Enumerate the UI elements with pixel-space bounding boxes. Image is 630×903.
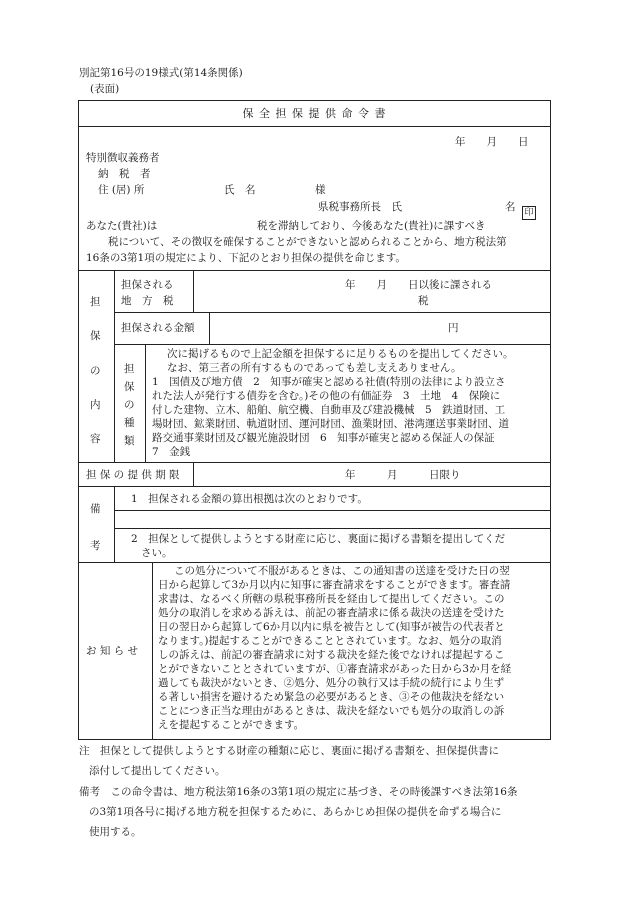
form-number: 別記第16号の19様式(第14条関係) — [79, 67, 243, 79]
notice-line-3: 求書は、なるべく所轄の県税事務所長を経由して提出してください。この — [158, 593, 505, 605]
tax-label-a: 担保される — [121, 279, 174, 291]
type-line-2: なお、第三者の所有するものであっても差し支えありません。 — [167, 362, 462, 374]
footnote-chu-b: 添付して提出してください。 — [89, 765, 226, 777]
row2-divider — [209, 312, 210, 344]
section-label-char-1: 担 — [90, 296, 101, 308]
footnote-biko-c: 使用する。 — [89, 826, 142, 838]
notice-line-6: なります。)提起することができることとされています。なお、処分の取消 — [158, 635, 502, 647]
recipient-honorific: 様 — [315, 184, 326, 196]
biko-inner-2 — [114, 528, 551, 529]
side-label: (表面) — [90, 83, 120, 95]
biko-label-a: 備 — [90, 503, 101, 515]
tax-value-a: 年 月 日以後に課される — [345, 279, 492, 291]
intro-line-1a: あなた(貴社)は — [86, 220, 158, 232]
biko-line-2b: さい。 — [141, 547, 173, 559]
section-label-divider — [114, 270, 115, 462]
type-label-char-5: 類 — [124, 435, 135, 447]
type-line-1: 次に掲げるもので上記金額を担保するに足りるものを提出してください。 — [167, 348, 514, 360]
row1-bottom — [114, 312, 551, 313]
recipient-name-label: 氏 名 — [224, 184, 256, 196]
recipient-address-label: 住 (居) 所 — [98, 184, 145, 196]
biko-bottom — [78, 562, 551, 563]
section-label-char-5: 容 — [90, 433, 101, 445]
notice-line-7: しの訴えは、前記の審査請求に対する裁決を経た後でなければ提起するこ — [158, 649, 505, 661]
section-label-char-3: の — [90, 365, 101, 377]
intro-divider — [78, 270, 551, 271]
period-value: 年 月 日限り — [345, 469, 461, 481]
notice-line-4: 処分の取消しを求める訴えは、前記の審査請求に係る裁決の送達を受けた — [158, 607, 505, 619]
biko-label-b: 考 — [90, 540, 101, 552]
notice-line-10: る著しい損害を避けるため緊急の必要があるとき、③その他裁決を経ない — [158, 691, 505, 703]
type-line-4: れた法人が発行する債券を含む。)その他の有価証券 3 土地 4 保険に — [152, 390, 501, 402]
section-bottom — [78, 462, 551, 463]
issue-date: 年 月 日 — [455, 136, 529, 148]
notice-line-1: この処分について不服があるときは、この通知書の送達を受けた日の翌 — [174, 565, 510, 577]
section-label-char-2: 保 — [90, 330, 101, 342]
seal-mark: 印 — [522, 206, 536, 220]
recipient-type-1: 特別徴収義務者 — [86, 152, 160, 164]
tax-value-b: 税 — [418, 295, 429, 307]
notice-line-12: えを提起することができます。 — [158, 719, 305, 731]
footnote-biko-a: 備考 この命令書は、地方税法第16条の3第1項の規定に基づき、その時後課すべき法第16条 — [79, 786, 518, 798]
document-title: 保 全 担 保 提 供 命 令 書 — [242, 107, 387, 120]
type-line-3: 1 国債及び地方債 2 知事が確実と認める社債(特別の法律により設立さ — [152, 376, 506, 388]
type-line-5: 付した建物、立木、船舶、航空機、自動車及び建設機械 5 鉄道財団、工 — [152, 404, 506, 416]
row3-divider — [145, 344, 146, 462]
type-line-7: 路交通事業財団及び観光施設財団 6 知事が確実と認める保証人の保証 — [152, 432, 495, 444]
notice-divider — [152, 562, 153, 740]
footnote-chu-a: 注 担保として提供しようとする財産の種類に応じ、裏面に掲げる書類を、担保提供書に — [79, 745, 499, 757]
footnote-biko-b: の3第1項各号に掲げる地方税を担保するために、あらかじめ担保の提供を命ずる場合に — [89, 806, 502, 818]
type-line-8: 7 金銭 — [152, 446, 191, 458]
type-line-6: 場財団、鉱業財団、軌道財団、運河財団、漁業財団、港湾運送事業財団、道 — [152, 418, 509, 430]
amount-label: 担保される金額 — [121, 322, 195, 334]
recipient-type-2: 納 税 者 — [98, 168, 151, 180]
biko-line-1: 1 担保される金額の算出根拠は次のとおりです。 — [131, 493, 368, 505]
type-label-char-3: の — [124, 399, 135, 411]
biko-line-2a: 2 担保として提供しようとする財産に応じ、裏面に掲げる書類を提出してくだ — [131, 533, 506, 545]
row1-divider — [193, 270, 194, 312]
type-label-char-1: 担 — [124, 363, 135, 375]
intro-line-2: 税について、その徴収を確保することができないと認められることから、地方税法第 — [108, 236, 507, 248]
amount-unit: 円 — [448, 322, 459, 334]
period-divider — [193, 462, 194, 486]
period-bottom — [78, 486, 551, 487]
notice-line-5: 日の翌日から起算して6か月以内に県を被告として(知事が被告の代表者と — [158, 621, 505, 633]
notice-line-8: とができないこととされていますが、①審査請求があった日から3か月を経 — [158, 663, 512, 675]
biko-inner-1 — [114, 510, 551, 511]
biko-divider — [114, 486, 115, 562]
intro-line-1b: 税を滞納しており、今後あなた(貴社)に課すべき — [257, 220, 486, 232]
type-label-char-2: 保 — [124, 381, 135, 393]
row2-bottom — [114, 344, 551, 345]
issuer-office: 県税事務所長 氏 — [318, 201, 402, 213]
title-divider — [78, 126, 551, 127]
section-label-char-4: 内 — [90, 399, 101, 411]
notice-line-11: ことにつき正当な理由があるときは、裁決を経ないでも処分の取消しの訴 — [158, 705, 505, 717]
notice-line-2: 日から起算して3か月以内に知事に審査請求をすることができます。審査請 — [158, 579, 511, 591]
notice-label: お 知 ら せ — [86, 645, 139, 657]
issuer-name-suffix: 名 — [505, 201, 516, 213]
period-label: 担 保 の 提 供 期 限 — [86, 469, 180, 481]
type-label-char-4: 種 — [124, 417, 135, 429]
notice-line-9: 過しても裁決がないとき、②処分、処分の執行又は手続の続行により生ず — [158, 677, 505, 689]
intro-line-3: 16条の3第1項の規定により、下記のとおり担保の提供を命じます。 — [86, 252, 406, 264]
tax-label-b: 地 方 税 — [121, 295, 174, 307]
